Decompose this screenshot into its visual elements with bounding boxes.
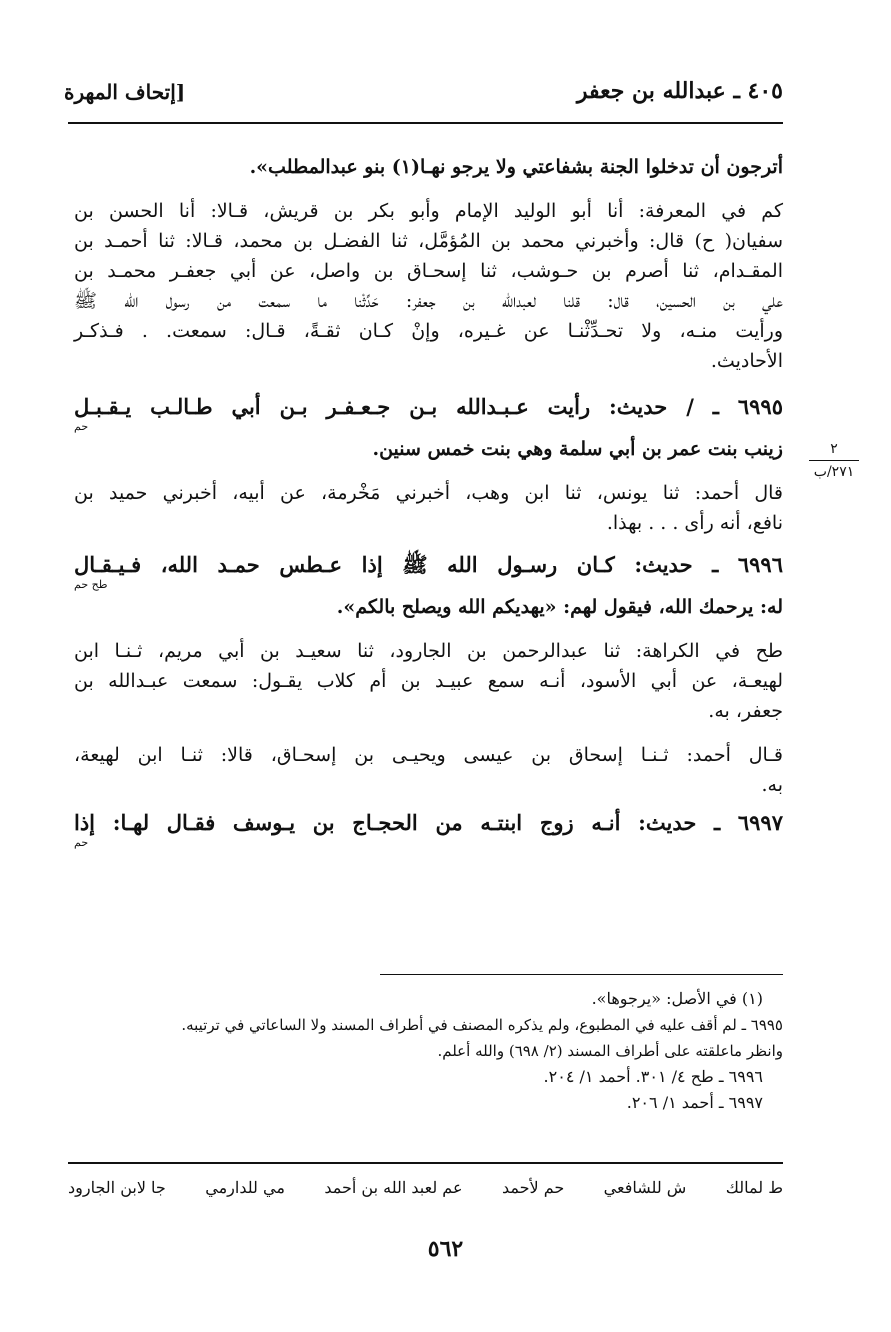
hadith-text: له: يرحمك الله، فيقول لهم: «يهديكم الله ويصلح بالكم». — [336, 596, 783, 618]
text-line: قـال أحمد: ثـنـا إسحاق بن عيسى ويحيـى بن إسحـاق، قالا: ثنـا ابن لهيعة، — [74, 744, 783, 766]
source-tag: حم — [74, 420, 89, 433]
footnotes — [90, 986, 783, 1116]
siglum-darimi: مي للدارمي — [205, 1178, 285, 1197]
margin-note-divider — [809, 460, 859, 461]
source-tag: طح حم — [74, 578, 108, 591]
text-line: به. — [761, 774, 783, 796]
sigla-rule — [68, 1162, 783, 1164]
footnote-item: (١) في الأصل: «يرجوها». — [591, 989, 763, 1008]
siglum-shafii: ش للشافعي — [603, 1178, 687, 1197]
footnote-rule — [380, 974, 783, 975]
footnote-item: ٦٩٩٥ ـ لم أقف عليه في المطبوع، ولم يذكره المصنف في أطراف المسند ولا الساعاتي في ترتيبه. — [181, 1016, 783, 1034]
text-line: المقـدام، ثنا أصرم بن حـوشب، ثنا إسحـاق بن واصل، عن أبي جعفـر محمـد بن — [74, 260, 783, 282]
siglum-abdullah: عم لعبد الله بن أحمد — [324, 1178, 463, 1197]
text-line: طح في الكراهة: ثنا عبدالرحمن بن الجارود، ثنا سعيـد بن أبي مريم، ثـنـا ابن — [74, 640, 783, 662]
footnote-item: ٦٩٩٧ ـ أحمد ١/ ٢٠٦. — [626, 1093, 763, 1112]
siglum-ahmad: حم لأحمد — [501, 1178, 565, 1197]
text-line: سفيان( ح) قال: وأخبرني محمد بن المُؤمَّل، ثنا الفضـل بن محمد، قـالا: ثنا أحمـد بن — [74, 230, 783, 252]
header-rule — [68, 122, 783, 124]
text-line: ورأيت منـه، ولا تحـدِّثْنـا عن غـيره، وإنْ كـان ثقـةً، قـال: سمعت. . فـذكـر — [74, 320, 783, 342]
running-header-book: [إتحاف المهرة — [64, 80, 186, 104]
main-text — [74, 152, 783, 850]
source-tag: حم — [74, 836, 89, 849]
text-line: جعفر، به. — [708, 700, 783, 722]
text-line: قال أحمد: ثنا يونس، ثنا ابن وهب، أخبرني مَخْرمة، عن أبيه، أخبرني حميد بن — [74, 482, 783, 504]
page-number: ٥٦٢ — [427, 1236, 464, 1262]
folio-margin-note — [805, 440, 863, 481]
paragraph-marifa — [74, 196, 783, 376]
paragraph-ahmad-1 — [74, 478, 783, 538]
hadith-heading: ٦٩٩٥ ـ / حديث: رأيت عـبـدالله بـن جـعـفـر بـن أبي طـالـب يـقـبـل — [74, 394, 783, 419]
footnote-item: وانظر ماعلقته على أطراف المسند (٢/ ٦٩٨) والله أعلم. — [437, 1042, 783, 1060]
hadith-heading: ٦٩٩٧ ـ حديث: أنـه زوج ابنتـه من الحجـاج بن يـوسف فقـال لهـا: إذا — [74, 810, 783, 835]
text-line: كم في المعرفة: أنا أبو الوليد الإمام وأبو بكر بن قريش، قـالا: أنا الحسن بن — [74, 200, 783, 222]
hadith-6997 — [74, 808, 783, 850]
margin-note-top: ٢ — [830, 441, 838, 457]
hadith-text: زينب بنت عمر بن أبي سلمة وهي بنت خمس سنين. — [372, 438, 783, 460]
siglum-ibn-jarud: جا لابن الجارود — [68, 1178, 166, 1197]
siglum-malik: ط لمالك — [725, 1178, 783, 1197]
text-line: علي بن الحسين، قال: قلنا لعبدالله بن جعفر: حَدِّثْنا ما سمعت من رسول الله ﷺ — [74, 290, 783, 312]
text-line: لهيعـة، عن أبي الأسود، أنـه سمع عبيـد بن أم كلاب يقـول: سمعت عبـدالله بن — [74, 670, 783, 692]
paragraph-ahmad-2 — [74, 740, 783, 800]
footnote-item: ٦٩٩٦ ـ طح ٤/ ٣٠١. أحمد ١/ ٢٠٤. — [543, 1067, 763, 1086]
hadith-heading: ٦٩٩٦ ـ حديث: كـان رسـول الله ﷺ إذا عـطس حمـد الله، فـيـقـال — [74, 552, 783, 577]
hadith-6995 — [74, 392, 783, 464]
text-line: الأحاديث. — [710, 350, 783, 372]
margin-note-bottom: ٢٧١/ب — [813, 464, 855, 480]
hadith-ending-line: أترجون أن تدخلوا الجنة بشفاعتي ولا يرجو نهـا(١) بنو عبدالمطلب». — [249, 156, 783, 178]
paragraph-tahawi — [74, 636, 783, 726]
hadith-6996 — [74, 550, 783, 622]
running-header-title: ٤٠٥ ـ عبدالله بن جعفر — [576, 78, 783, 104]
sigla-key — [68, 1178, 783, 1197]
text-line: نافع، أنه رأى . . . بهذا. — [606, 512, 783, 534]
